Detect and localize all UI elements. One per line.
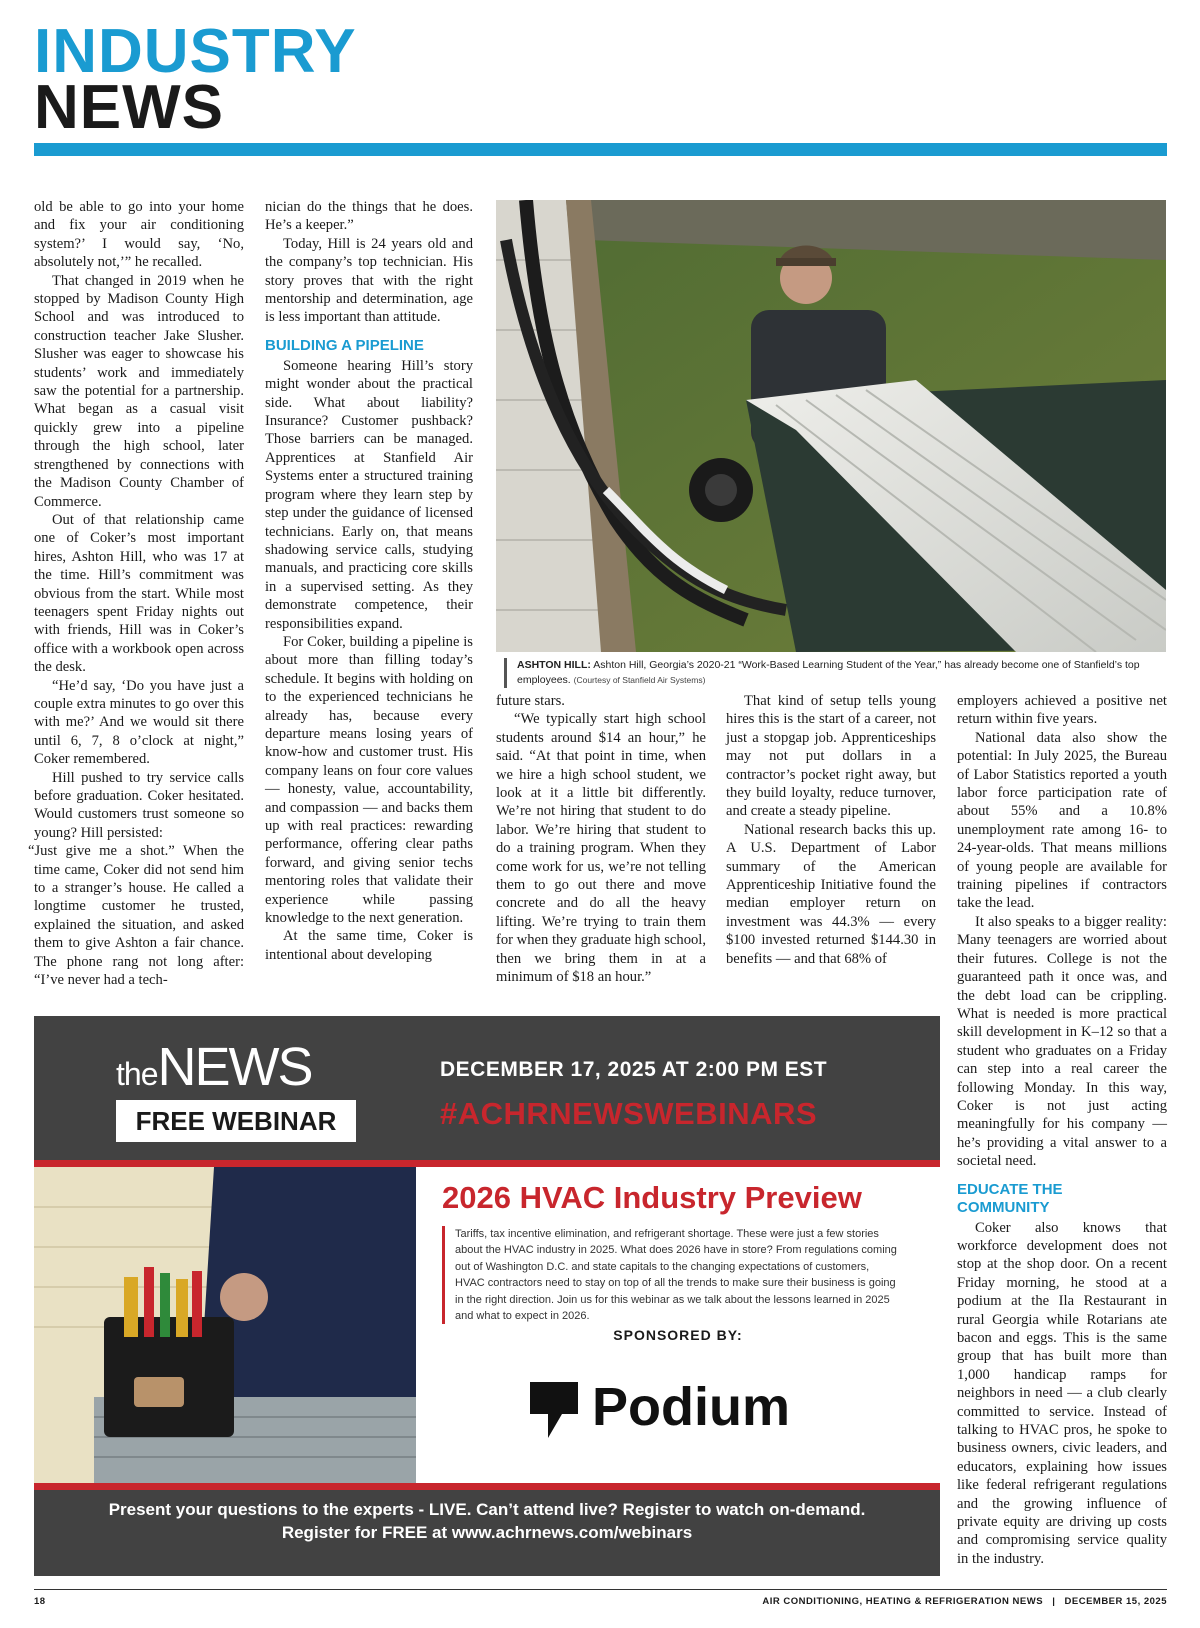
webinar-call-to-action[interactable] bbox=[34, 1498, 940, 1544]
paragraph: That kind of setup tells young hires this is the start of a career, not just a stopgap job. Apprenticeships may not put dollars in a contractor’s pocket right away, but they build loyalty, reduce turnover, and create a steady pipeline. bbox=[726, 693, 936, 820]
photo-credit: (Courtesy of Stanfield Air Systems) bbox=[573, 675, 706, 685]
paragraph: It also speaks to a bigger reality: Many teenagers are worried about their futures. College is not the guaranteed path it once was, and the debt load can be crippling. What is needed is more practical skill development in K–12 so that a student who graduates on a Friday can step into a real career the following Monday. In this way, Coker is not just acting meaningfully for his company — he’s providing a vital answer to a societal need. bbox=[957, 913, 1167, 1170]
photo-ashton-hill bbox=[496, 200, 1166, 652]
article-column-3 bbox=[496, 692, 706, 987]
ad-divider-bottom bbox=[34, 1483, 940, 1490]
paragraph: At the same time, Coker is intentional about developing bbox=[265, 928, 473, 963]
subheading-line-2: COMMUNITY bbox=[957, 1198, 1050, 1216]
paragraph: Out of that relationship came one of Coker’s most important hires, Ashton Hill, who was 17 at the time. Hill’s commitment was obvious from the start. While most teenagers spent Friday nights out with friends, Hill was in Coker’s office with a workbook open across the desk. bbox=[34, 511, 244, 676]
ad-divider-top bbox=[34, 1160, 940, 1167]
issue-date: DECEMBER 15, 2025 bbox=[1064, 1596, 1167, 1607]
webinar-title: 2026 HVAC Industry Preview bbox=[442, 1180, 862, 1215]
subheading-building-a-pipeline: BUILDING A PIPELINE bbox=[265, 336, 424, 354]
publication-name: AIR CONDITIONING, HEATING & REFRIGERATION NEWS bbox=[762, 1596, 1044, 1607]
section-title-industry: INDUSTRY bbox=[34, 17, 357, 86]
sponsored-by-label: SPONSORED BY: bbox=[613, 1327, 743, 1343]
paragraph: employers achieved a positive net return within five years. bbox=[957, 693, 1167, 728]
paragraph: That changed in 2019 when he stopped by Madison County High School and was introduced to construction teacher Jake Slusher. Slusher was eager to showcase his students’ work and immediately saw the potential for a partnership. What began as a casual visit quickly grew into a pipeline through the high school, later strengthened by connections with the Madison County Chamber of Commerce. bbox=[34, 272, 244, 510]
subheading-line-1: EDUCATE THE bbox=[957, 1180, 1063, 1198]
paragraph: “He’d say, ‘Do you have just a couple extra minutes to go over this with me?’ And we would sit there until 6, 7, 8 o’clock at night,” Coker remembered. bbox=[34, 677, 244, 768]
paragraph: future stars. bbox=[496, 693, 565, 709]
footer-rule bbox=[34, 1589, 1167, 1590]
technician-tool-bag-photo bbox=[34, 1167, 416, 1483]
paragraph: Hill pushed to try service calls before graduation. Coker hesitated. Would customers trust someone so young? Hill persisted: bbox=[34, 769, 244, 841]
cta-line-1: Present your questions to the experts - LIVE. Can’t attend live? Register to watch on-demand. bbox=[108, 1500, 866, 1519]
logo-news: NEWS bbox=[157, 1037, 312, 1097]
caption-label: ASHTON HILL: bbox=[517, 659, 591, 671]
subheading-educate-the-community bbox=[957, 1181, 1167, 1217]
caption-text: Ashton Hill, Georgia’s 2020-21 “Work-Based Learning Student of the Year,” has already become one of Stanfield’s top employees. bbox=[517, 659, 1140, 686]
page-number: 18 bbox=[34, 1596, 46, 1607]
webinar-description: Tariffs, tax incentive elimination, and refrigerant shortage. These were just a few stories about the HVAC industry in 2025. What does 2026 have in store? From regulations coming out of Washington D.C. and state capitals to the changing expectations of customers, HVAC contractors need to stay on top of all the trends to make sure their business is going in the right direction. Join us for this webinar as we talk about the lessons learned in 2025 and what to expect in 2026. bbox=[442, 1226, 900, 1324]
free-webinar-badge: FREE WEBINAR bbox=[116, 1100, 356, 1142]
paragraph: Someone hearing Hill’s story might wonder about the practical side. What about liability? Insurance? Customer pushback? Those barriers can be managed. Apprentices at Stanfield Air Systems enter a structured training program where they learn step by step under the guidance of licensed technicians. Early on, that means shadowing service calls, studying manuals, and practicing core skills in a supervised setting. As they demonstrate competence, their responsibilities expand. bbox=[265, 357, 473, 632]
article-column-5 bbox=[957, 692, 1167, 1568]
article-column-4 bbox=[726, 692, 936, 968]
footer-separator: | bbox=[1052, 1596, 1056, 1607]
paragraph: National data also show the potential: In July 2025, the Bureau of Labor Statistics reported a youth labor force participation rate of about 55% and a 10.8% unemployment rate among 16- to 24-year-olds. That means millions of young people are available for training pipelines if contractors take the lead. bbox=[957, 729, 1167, 912]
cta-register-link[interactable]: Register for FREE at www.achrnews.com/webinars bbox=[281, 1523, 693, 1542]
paragraph: old be able to go into your home and fix your air conditioning system?’ I would say, ‘No, absolutely not,’” he recalled. bbox=[34, 199, 244, 271]
paragraph: nician do the things that he does. He’s a keeper.” bbox=[265, 199, 473, 234]
paragraph: For Coker, building a pipeline is about more than filling today’s schedule. It begins with holding on to the experienced technicians he already has, because every departure means losing years of know-how and customer trust. His company leans on four core values — honesty, value, accountability, and compassion — and backs them up with real practices: rewarding performance, offering clear paths forward, and giving senior techs mentoring roles that validate their experience while passing knowledge to the next generation. bbox=[265, 633, 473, 927]
publication-footer bbox=[762, 1596, 1167, 1607]
paragraph: National research backs this up. A U.S. Department of Labor summary of the American Apprenticeship Initiative found the median employer return on investment was 44.3% — every $100 invested returned $144.30 in benefits — and that 68% of bbox=[726, 821, 936, 967]
paragraph: “We typically start high school students around $14 an hour,” he said. “At that point in time, when we hire a high school student, we look at it a little bit differently. We’re not hiring that student to do labor. We’re hiring that student to do a training program. When they come work for us, we’re not telling them to go out there and move concrete and do all the heavy lifting. We’re trying to train them for when they graduate high school, then we bring them in at a minimum of $18 an hour.” bbox=[496, 711, 706, 986]
paragraph: “Just give me a shot.” When the time came, Coker did not send him to a stranger’s house. He called a longtime customer he trusted, explained the situation, and asked them to give Ashton a fair chance. The phone rang not long after: “I’ve never had a tech- bbox=[28, 843, 244, 989]
podium-logo-text: Podium bbox=[592, 1377, 790, 1437]
webinar-date: DECEMBER 17, 2025 AT 2:00 PM EST bbox=[440, 1058, 828, 1081]
header-rule bbox=[34, 143, 1167, 156]
article-column-1 bbox=[28, 198, 244, 989]
the-news-logo bbox=[116, 1036, 366, 1096]
article-column-2 bbox=[265, 198, 473, 964]
webinar-hashtag: #ACHRNEWSWEBINARS bbox=[440, 1096, 818, 1131]
logo-the: the bbox=[116, 1056, 158, 1092]
photo-caption bbox=[504, 658, 1177, 688]
paragraph: Coker also knows that workforce development does not stop at the shop door. On a recent Friday morning, he stood at a podium at the Ila Restaurant in rural Georgia while Rotarians ate bacon and eggs. This is the same group that has built more than 1,000 handicap ramps for neighbors in need — a club clearly committed to service. Instead of talking to HVAC pros, he spoke to business owners, civic leaders, and educators, explaining how issues like federal refrigerant regulations and the growing influence of private equity are driving up costs and compromising service quality in the industry. bbox=[957, 1219, 1167, 1567]
section-title-news: NEWS bbox=[34, 73, 224, 142]
paragraph: Today, Hill is 24 years old and the company’s top technician. His story proves that with the right mentorship and determination, age is less important than attitude. bbox=[265, 235, 473, 326]
podium-logo-icon bbox=[528, 1380, 580, 1440]
